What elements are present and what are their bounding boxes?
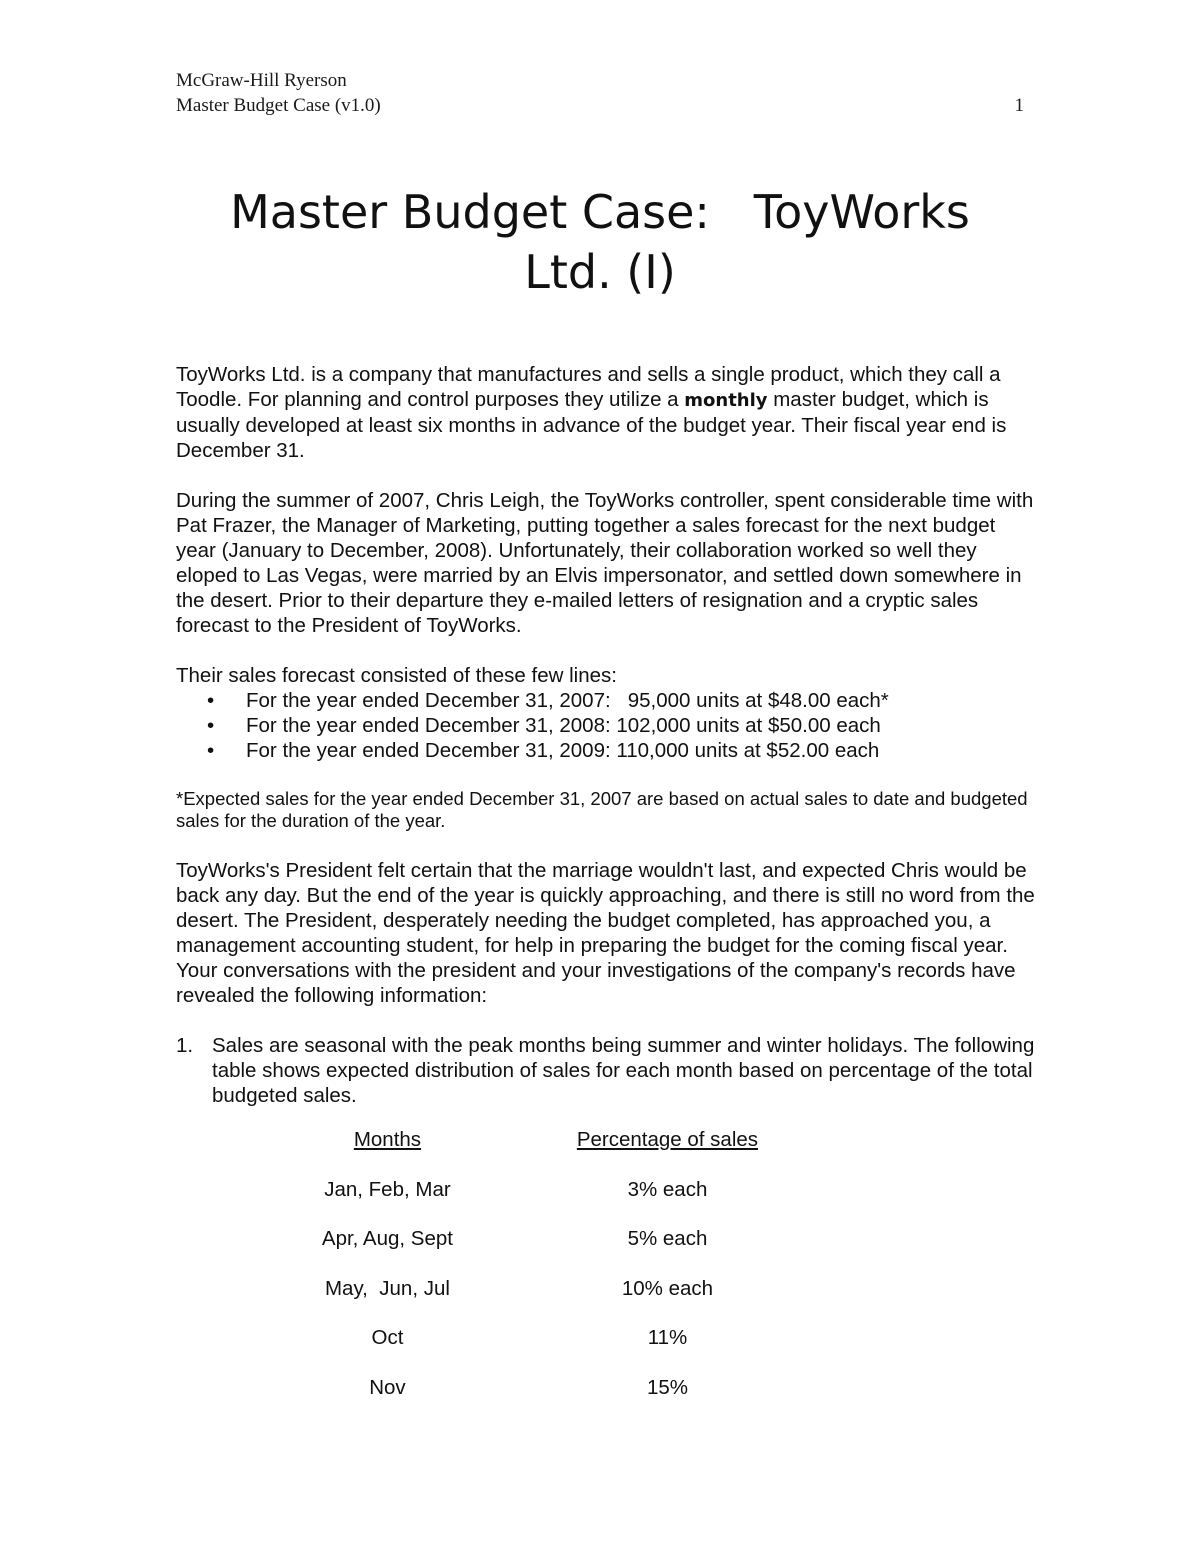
- list-item-text: For the year ended December 31, 2008: 102,000 units at $50.00 each: [246, 714, 881, 737]
- header-line: [176, 93, 1024, 118]
- numbered-point-1: [176, 1033, 1036, 1108]
- point-text: Sales are seasonal with the peak months being summer and winter holidays. The following table shows expected distribution of sales for each month based on percentage of the total budgeted sales.: [212, 1034, 1035, 1107]
- months-cell: Nov: [369, 1375, 406, 1399]
- title-line-1: Master Budget Case: ToyWorks: [230, 185, 970, 239]
- months-cell: Apr, Aug, Sept: [321, 1227, 453, 1250]
- months-cell: Oct: [371, 1326, 404, 1349]
- table-row: [270, 1375, 830, 1425]
- table-header-row: [270, 1127, 830, 1177]
- percentage-header: Percentage of sales: [576, 1128, 759, 1151]
- percentage-cell: 3% each: [627, 1177, 708, 1201]
- percentage-cell: 15%: [646, 1375, 688, 1399]
- intro-bold-word: monthly: [684, 390, 768, 411]
- page-header: [176, 68, 1024, 118]
- intro-paragraph: [176, 362, 1036, 463]
- percentage-cell: 10% each: [621, 1276, 714, 1300]
- bullet-icon: •: [207, 739, 215, 762]
- bullet-icon: •: [207, 689, 215, 712]
- list-item: [176, 713, 1036, 738]
- months-header: Months: [353, 1128, 422, 1151]
- table-row: [270, 1276, 830, 1326]
- list-item: [176, 688, 1036, 713]
- point-number: 1.: [176, 1034, 194, 1057]
- bullet-icon: •: [207, 714, 215, 737]
- list-item: [176, 738, 1036, 763]
- table-row: [270, 1325, 830, 1375]
- months-cell: Jan, Feb, Mar: [324, 1177, 451, 1201]
- intro-text-1: ToyWorks Ltd. is a company that manufactures and sells a single product, which they call a Toodle. For planning and control purposes they utilize a: [176, 363, 1001, 411]
- page-number: 1: [1014, 95, 1024, 116]
- months-cell: May, Jun, Jul: [324, 1276, 450, 1300]
- footnote: *Expected sales for the year ended December 31, 2007 are based on actual sales to date and budgeted sales for the duration of the year.: [176, 788, 1028, 831]
- sales-distribution-table: [270, 1127, 830, 1424]
- forecast-intro: Their sales forecast consisted of these few lines:: [176, 664, 617, 687]
- list-item-text: For the year ended December 31, 2009: 110,000 units at $52.00 each: [246, 739, 880, 762]
- intro-text-2: master budget, which is usually developed at least six months in advance of the budget year. Their fiscal year end is December 31.: [176, 388, 1007, 462]
- percentage-cell: 5% each: [627, 1227, 708, 1250]
- table-row: [270, 1177, 830, 1227]
- president-paragraph: ToyWorks's President felt certain that the marriage wouldn't last, and expected Chris would be back any day. But the end of the year is quickly approaching, and there is still no word from the desert. The President, desperately needing the budget completed, has approached you, a management accounting student, for help in preparing the budget for the coming fiscal year. Your conversations with the president and your investigations of the company's records have revealed the following information:: [176, 859, 1035, 1007]
- page-title: [176, 182, 1024, 302]
- story-paragraph: During the summer of 2007, Chris Leigh, the ToyWorks controller, spent considerable time with Pat Frazer, the Manager of Marketing, putting together a sales forecast for the next budget year (January to December, 2008). Unfortunately, their collaboration worked so well they eloped to Las Vegas, were married by an Elvis impersonator, and settled down somewhere in the desert. Prior to their departure they e-mailed letters of resignation and a cryptic sales forecast to the President of ToyWorks.: [176, 489, 1034, 637]
- publisher-name: McGraw-Hill Ryerson: [176, 70, 347, 91]
- document-title: Master Budget Case (v1.0): [176, 95, 381, 116]
- list-item-text: For the year ended December 31, 2007: 95,000 units at $48.00 each*: [246, 689, 889, 712]
- document-body: [176, 362, 1036, 1133]
- forecast-list: [176, 688, 1036, 763]
- percentage-cell: 11%: [647, 1326, 688, 1349]
- title-line-2: Ltd. (I): [524, 245, 676, 299]
- table-row: [270, 1226, 830, 1276]
